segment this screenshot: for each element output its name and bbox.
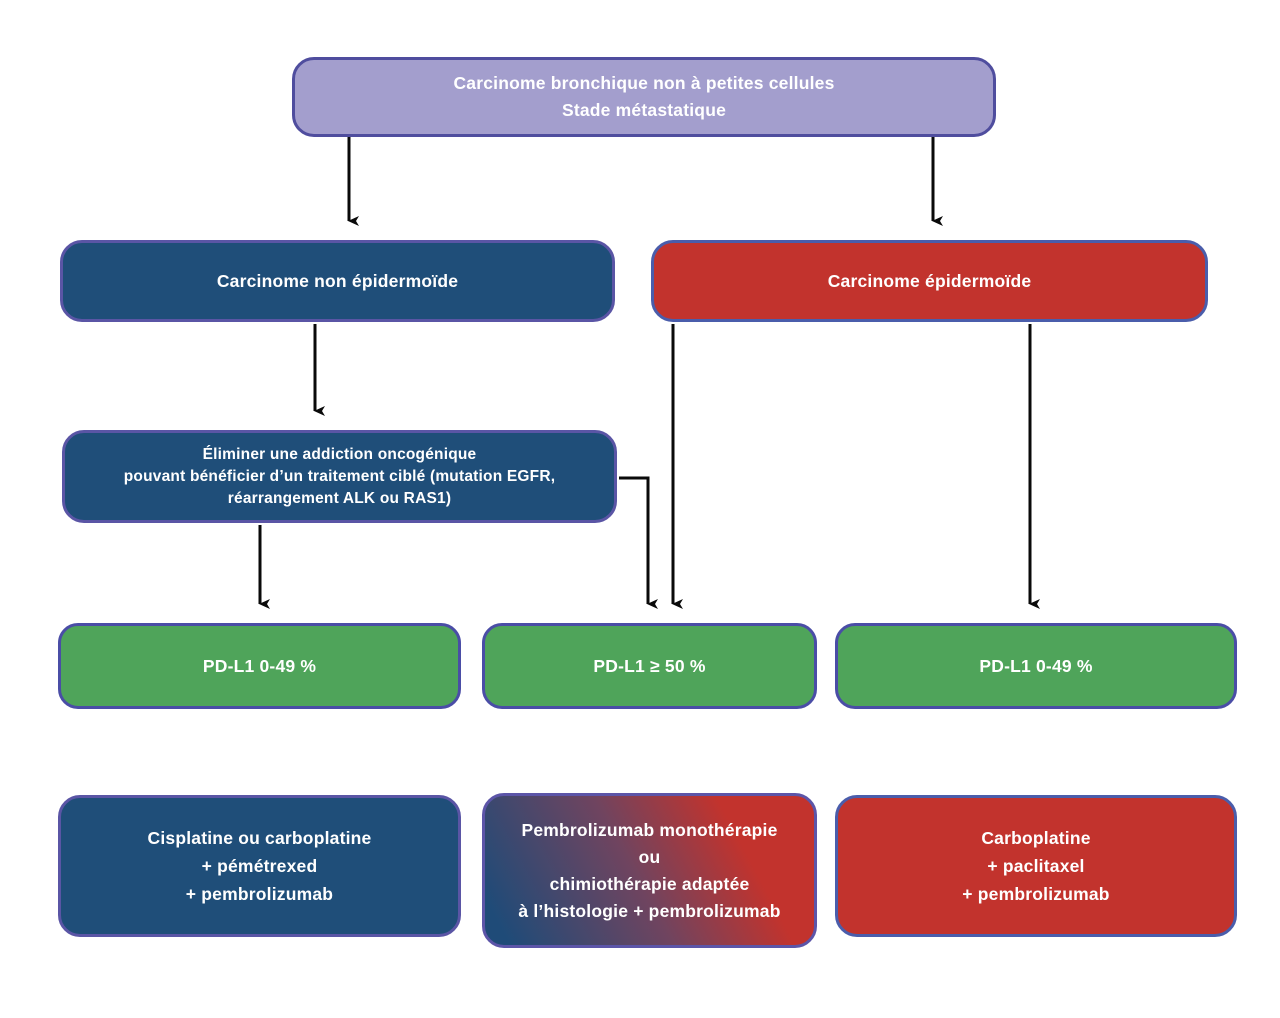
node-treatment-pdl1-high-line-3: chimiothérapie adaptée <box>549 873 750 894</box>
node-epidermoid-label: Carcinome épidermoïde <box>827 270 1032 291</box>
node-pdl1-low-left <box>58 623 461 709</box>
node-non-epidermoid <box>60 240 615 322</box>
node-treatment-nonsquamous-line-3: + pembrolizumab <box>185 884 334 904</box>
node-pdl1-low-left-label: PD-L1 0-49 % <box>202 655 317 676</box>
node-epidermoid <box>651 240 1208 322</box>
node-root-line-1: Carcinome bronchique non à petites cellules <box>453 73 835 93</box>
node-root-line-2: Stade métastatique <box>561 100 727 120</box>
arrow-oncogenic-to-pdl1-high <box>619 478 648 604</box>
node-treatment-nonsquamous-line-1: Cisplatine ou carboplatine <box>147 828 372 848</box>
node-pdl1-low-right-label: PD-L1 0-49 % <box>979 655 1093 676</box>
node-oncogenic-workup <box>62 430 617 523</box>
node-oncogenic-line-3: réarrangement ALK ou RAS1) <box>227 489 452 507</box>
node-root-carcinoma <box>292 57 996 137</box>
node-treatment-pdl1-high-line-2: ou <box>638 846 661 867</box>
node-non-epidermoid-label: Carcinome non épidermoïde <box>216 270 459 291</box>
node-pdl1-high <box>482 623 817 709</box>
node-treatment-squamous-line-1: Carboplatine <box>981 828 1091 848</box>
node-treatment-squamous <box>835 795 1237 937</box>
node-treatment-pdl1-high-line-4: à l’histologie + pembrolizumab <box>518 900 781 921</box>
node-oncogenic-line-2: pouvant bénéficier d’un traitement ciblé (mutation EGFR, <box>123 467 556 485</box>
node-treatment-nonsquamous <box>58 795 461 937</box>
node-pdl1-high-label: PD-L1 ≥ 50 % <box>593 655 706 676</box>
node-oncogenic-line-1: Éliminer une addiction oncogénique <box>202 445 477 463</box>
node-treatment-pdl1-high-line-1: Pembrolizumab monothérapie <box>521 819 778 840</box>
node-treatment-pdl1-high <box>482 793 817 948</box>
node-pdl1-low-right <box>835 623 1237 709</box>
node-treatment-squamous-line-2: + paclitaxel <box>987 856 1085 876</box>
node-treatment-squamous-line-3: + pembrolizumab <box>962 884 1110 904</box>
node-treatment-nonsquamous-line-2: + pémétrexed <box>201 856 318 876</box>
